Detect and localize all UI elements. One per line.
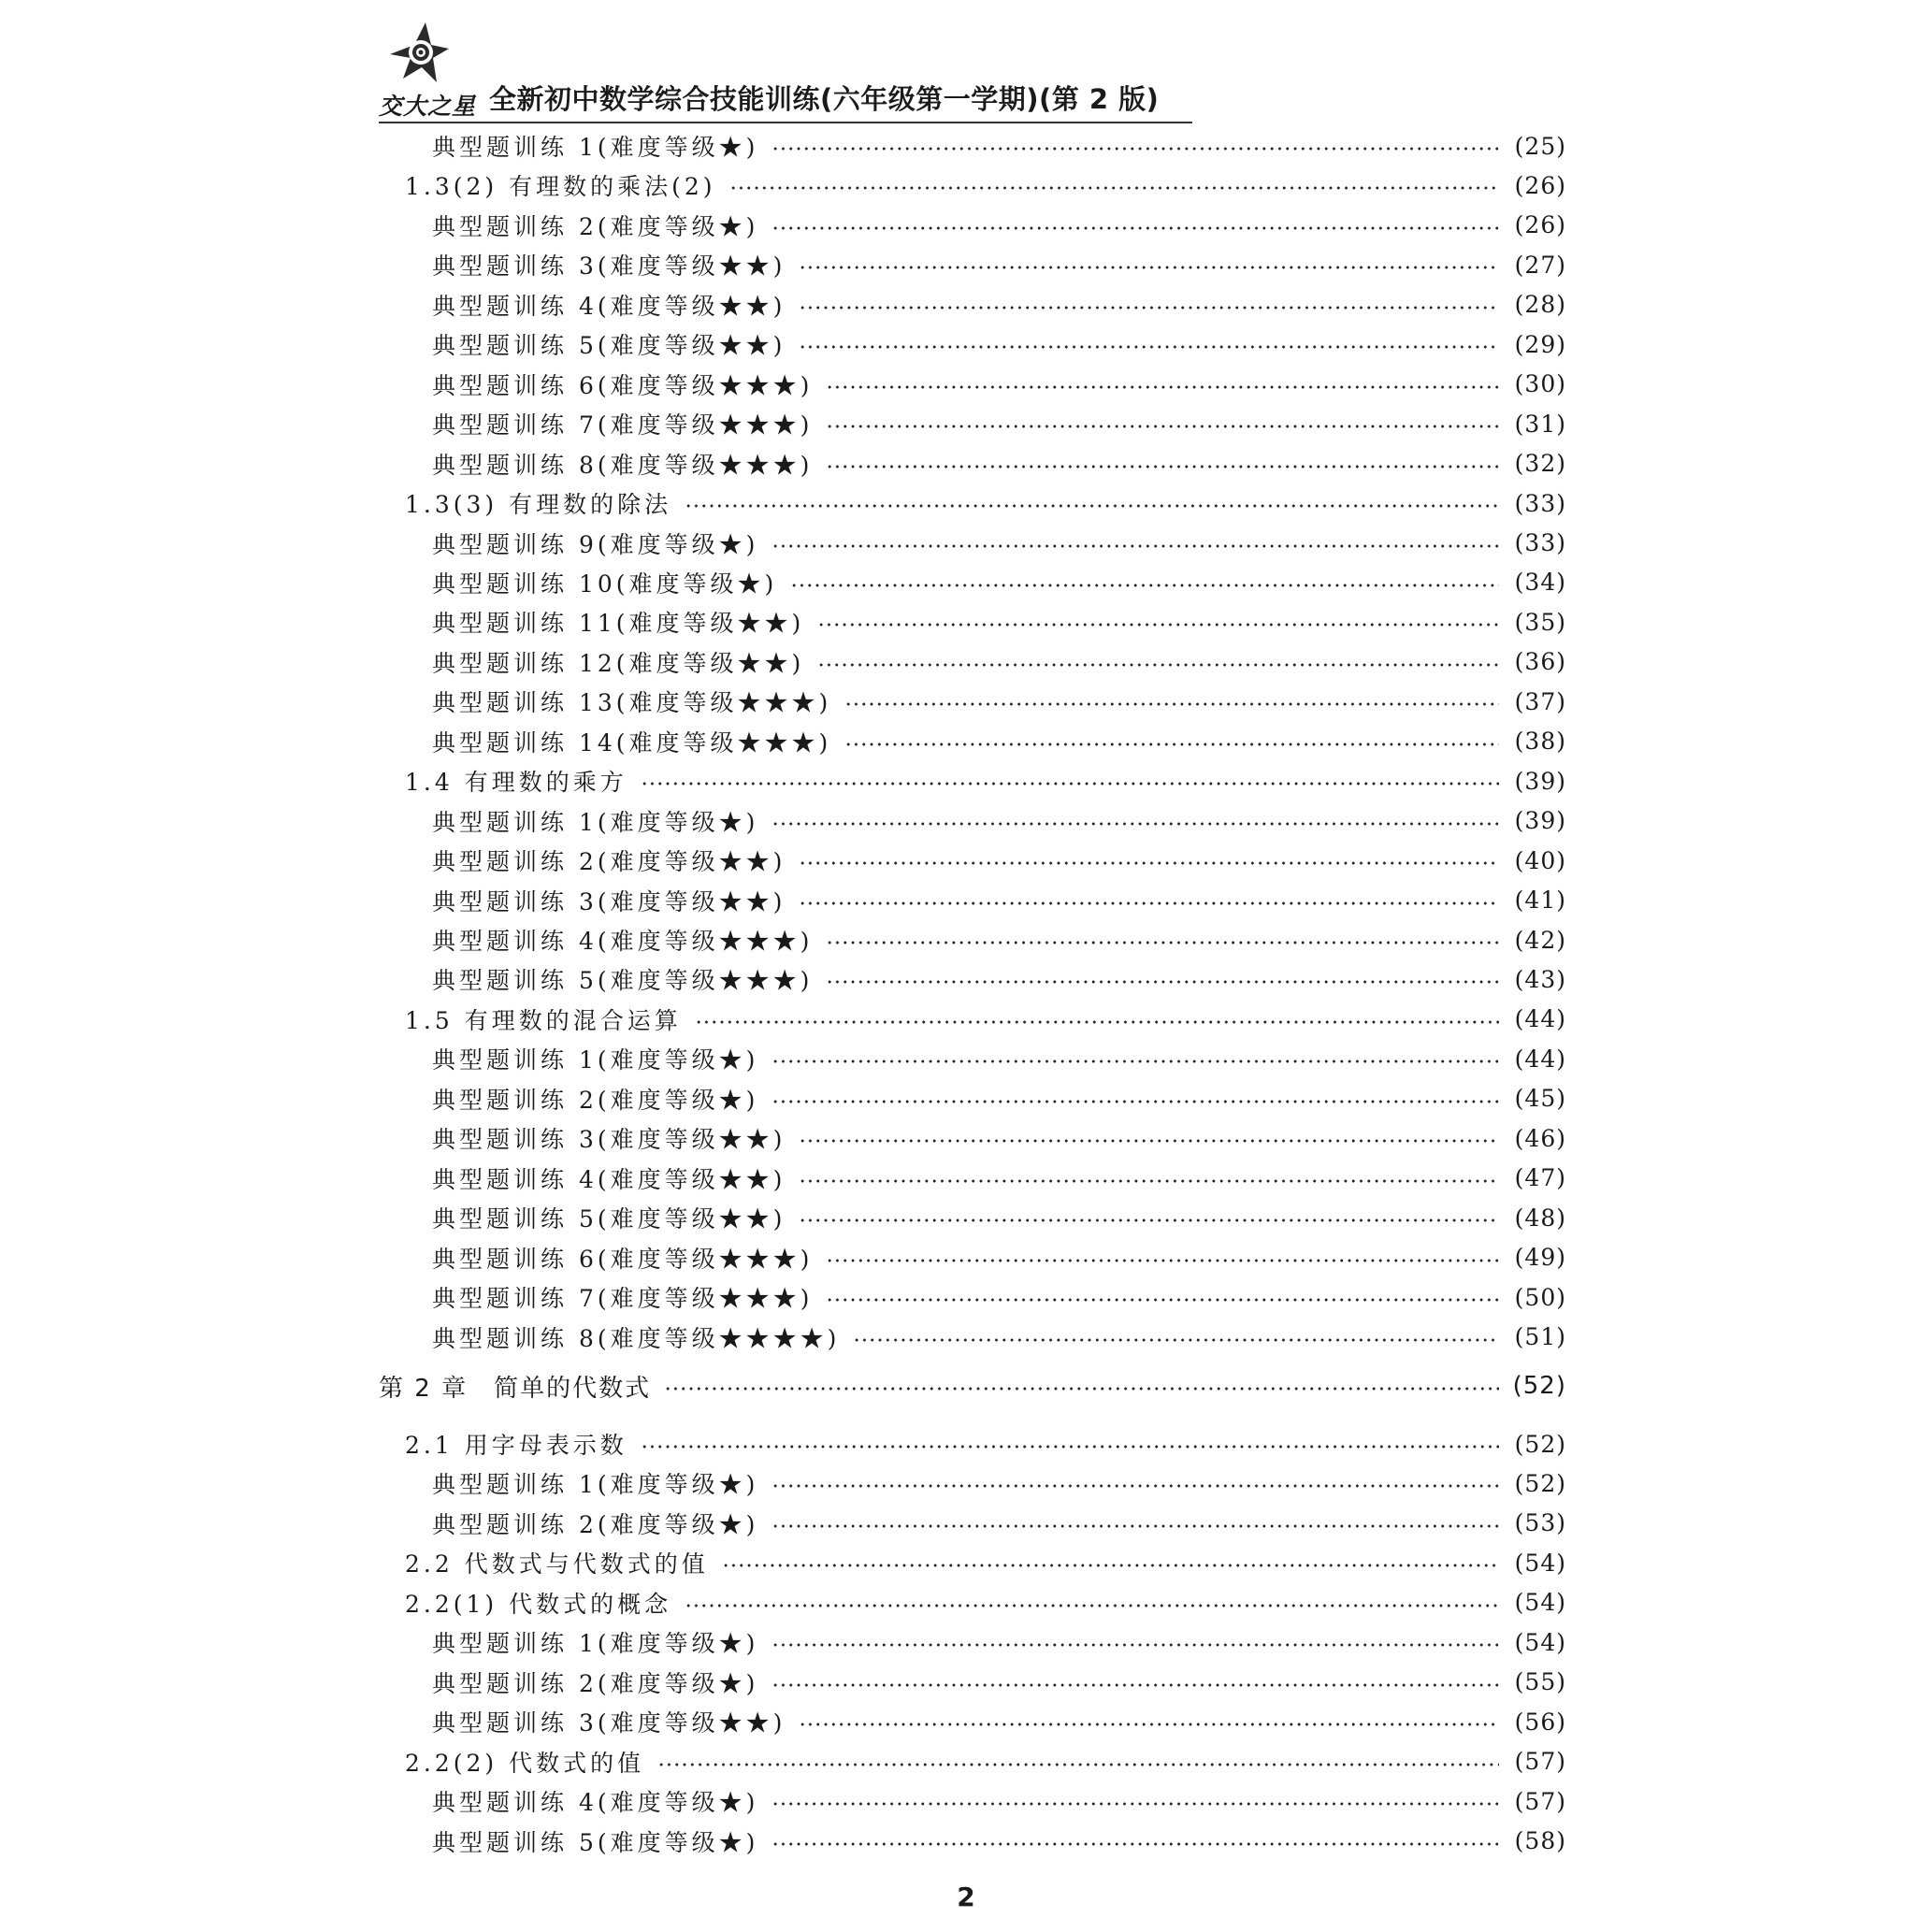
toc-entry-title: 典型题训练 7(难度等级★★★) <box>432 1285 814 1313</box>
toc-entry-page: (28) <box>1514 291 1566 319</box>
toc-entry-title: 典型题训练 5(难度等级★★★) <box>432 967 814 995</box>
toc-entry-page: (38) <box>1514 728 1566 756</box>
toc-exercise-entry <box>432 960 1566 998</box>
toc-entry-page: (30) <box>1514 370 1566 398</box>
toc-entry-title: 典型题训练 3(难度等级★★) <box>432 252 786 281</box>
toc-entry-page: (48) <box>1514 1204 1566 1232</box>
toc-entry-page: (43) <box>1514 965 1566 993</box>
toc-entry-title: 典型题训练 2(难度等级★) <box>432 1669 759 1697</box>
toc-entry-title: 1.3(2) 有理数的乘法(2) <box>405 173 716 201</box>
toc-entry-title: 典型题训练 1(难度等级★) <box>432 134 759 161</box>
toc-exercise-entry <box>432 405 1566 442</box>
toc-entry-title: 典型题训练 10(难度等级★) <box>432 570 778 598</box>
toc-dot-leader <box>817 623 1499 627</box>
toc-entry-page: (34) <box>1514 569 1566 597</box>
toc-dot-leader <box>771 1484 1499 1488</box>
toc-exercise-entry <box>432 1119 1566 1157</box>
toc-dot-leader <box>826 980 1499 984</box>
toc-entry-title: 典型题训练 14(难度等级★★★) <box>432 728 832 757</box>
toc-section-entry <box>405 1001 1566 1038</box>
toc-entry-title: 典型题训练 5(难度等级★★) <box>432 332 786 360</box>
toc-exercise-entry <box>432 1664 1566 1701</box>
toc-entry-page: (44) <box>1514 1045 1566 1073</box>
toc-entry-page: (46) <box>1514 1124 1566 1152</box>
toc-exercise-entry <box>432 366 1566 403</box>
toc-entry-page: (26) <box>1514 171 1566 199</box>
toc-section-entry <box>405 1743 1566 1781</box>
toc-entry-page: (57) <box>1514 1748 1566 1776</box>
toc-entry-title: 典型题训练 4(难度等级★) <box>432 1789 759 1817</box>
toc-dot-leader <box>844 743 1499 746</box>
toc-entry-title: 典型题训练 4(难度等级★★★) <box>432 928 814 955</box>
toc-exercise-entry <box>432 842 1566 879</box>
toc-dot-leader <box>799 1179 1499 1183</box>
toc-entry-title: 2.2(2) 代数式的值 <box>405 1749 645 1777</box>
toc-exercise-entry <box>432 564 1566 601</box>
toc-dot-leader <box>771 1524 1499 1528</box>
toc-entry-page: (36) <box>1514 648 1566 676</box>
toc-entry-page: (40) <box>1514 846 1566 874</box>
toc-entry-title: 典型题训练 11(难度等级★★) <box>432 610 805 638</box>
publisher-logo <box>379 21 477 120</box>
toc-entry-title: 典型题训练 1(难度等级★) <box>432 1046 759 1074</box>
toc-dot-leader <box>790 584 1499 587</box>
toc-entry-page: (31) <box>1514 410 1566 438</box>
toc-entry-title: 典型题训练 3(难度等级★★) <box>432 887 786 916</box>
toc-exercise-entry <box>432 603 1566 641</box>
toc-exercise-entry <box>432 1464 1566 1502</box>
toc-entry-title: 典型题训练 5(难度等级★★) <box>432 1205 786 1233</box>
toc-dot-leader <box>799 345 1499 349</box>
toc-entry-title: 2.2 代数式与代数式的值 <box>405 1550 709 1579</box>
toc-exercise-entry <box>432 1160 1566 1197</box>
toc-exercise-entry <box>432 1278 1566 1316</box>
toc-dot-leader <box>771 1683 1499 1687</box>
toc-entry-title: 典型题训练 7(难度等级★★★) <box>432 411 814 440</box>
toc-exercise-entry <box>432 1623 1566 1661</box>
toc-entry-title: 典型题训练 4(难度等级★★) <box>432 1165 786 1193</box>
toc-entry-title: 典型题训练 6(难度等级★★★) <box>432 371 814 399</box>
toc-dot-leader <box>695 1020 1499 1024</box>
toc-exercise-entry <box>432 445 1566 483</box>
toc-dot-leader <box>826 465 1499 469</box>
book-title: 全新初中数学综合技能训练(六年级第一学期)(第 2 版) <box>489 83 1160 115</box>
toc-dot-leader <box>664 1387 1499 1391</box>
toc-exercise-entry <box>432 1823 1566 1860</box>
toc-dot-leader <box>685 1604 1499 1608</box>
toc-entry-page: (39) <box>1514 807 1566 835</box>
toc-entry-title: 典型题训练 6(难度等级★★★) <box>432 1245 814 1273</box>
page-header <box>379 21 1192 125</box>
toc-dot-leader <box>771 1100 1499 1103</box>
toc-entry-title: 典型题训练 3(难度等级★★) <box>432 1709 786 1737</box>
toc-exercise-entry <box>432 1703 1566 1740</box>
toc-entry-page: (52) <box>1514 1430 1566 1458</box>
logo-text: 交大之星 <box>379 93 477 120</box>
toc-dot-leader <box>641 1445 1499 1449</box>
toc-entry-title: 2.2(1) 代数式的概念 <box>405 1590 672 1618</box>
toc-entry-page: (27) <box>1514 251 1566 279</box>
toc-entry-page: (42) <box>1514 926 1566 954</box>
toc-entry-title: 典型题训练 3(难度等级★★) <box>432 1126 786 1154</box>
toc-dot-leader <box>799 266 1499 269</box>
toc-dot-leader <box>771 1842 1499 1846</box>
toc-dot-leader <box>826 425 1499 428</box>
toc-entry-page: (57) <box>1514 1787 1566 1815</box>
toc-exercise-entry <box>432 207 1566 244</box>
toc-section-entry <box>405 1544 1566 1581</box>
toc-section-entry <box>405 484 1566 522</box>
toc-entry-page: (33) <box>1514 529 1566 556</box>
toc-entry-page: (54) <box>1514 1549 1566 1577</box>
toc-entry-title: 典型题训练 5(难度等级★) <box>432 1828 759 1856</box>
toc-entry-title: 典型题训练 9(难度等级★) <box>432 530 759 558</box>
toc-entry-page: (41) <box>1514 887 1566 915</box>
toc-exercise-entry <box>432 1040 1566 1077</box>
toc-exercise-entry <box>432 246 1566 283</box>
toc-entry-page: (35) <box>1514 608 1566 636</box>
toc-exercise-entry <box>432 525 1566 562</box>
toc-entry-page: (54) <box>1514 1589 1566 1617</box>
toc-entry-page: (51) <box>1514 1323 1566 1350</box>
toc-section-entry <box>405 1425 1566 1463</box>
toc-entry-title: 典型题训练 1(难度等级★) <box>432 1471 759 1499</box>
star-logo-icon <box>386 21 450 88</box>
toc-exercise-entry <box>432 802 1566 840</box>
toc-entry-page: (49) <box>1514 1244 1566 1272</box>
toc-exercise-entry <box>432 882 1566 919</box>
header-divider <box>379 122 1192 123</box>
toc-dot-leader <box>826 385 1499 389</box>
toc-dot-leader <box>771 147 1499 151</box>
toc-entry-title: 典型题训练 12(难度等级★★) <box>432 649 805 677</box>
toc-entry-page: (55) <box>1514 1668 1566 1696</box>
toc-entry-page: (56) <box>1514 1708 1566 1736</box>
toc-entry-title: 典型题训练 1(难度等级★) <box>432 808 759 836</box>
toc-entry-title: 典型题训练 2(难度等级★) <box>432 212 759 240</box>
toc-entry-title: 典型题训练 8(难度等级★★★) <box>432 451 814 479</box>
toc-entry-page: (25) <box>1514 132 1566 160</box>
toc-dot-leader <box>844 702 1499 706</box>
toc-entry-title: 典型题训练 2(难度等级★) <box>432 1086 759 1114</box>
toc-entry-page: (37) <box>1514 687 1566 715</box>
toc-dot-leader <box>722 1564 1499 1567</box>
toc-entry-title: 典型题训练 2(难度等级★★) <box>432 848 786 876</box>
toc-section-entry <box>405 1584 1566 1622</box>
toc-exercise-entry <box>432 1199 1566 1236</box>
toc-dot-leader <box>817 663 1499 667</box>
toc-dot-leader <box>657 1763 1499 1766</box>
toc-dot-leader <box>799 901 1499 905</box>
toc-dot-leader <box>799 1218 1499 1222</box>
toc-exercise-entry <box>432 325 1566 363</box>
toc-entry-page: (47) <box>1514 1164 1566 1192</box>
toc-exercise-entry <box>432 286 1566 324</box>
toc-exercise-entry <box>432 1239 1566 1276</box>
toc-exercise-entry <box>432 1080 1566 1117</box>
toc-dot-leader <box>771 1802 1499 1806</box>
toc-entry-title: 1.5 有理数的混合运算 <box>405 1006 682 1034</box>
toc-entry-page: (26) <box>1514 211 1566 239</box>
toc-entry-title: 第 2 章 简单的代数式 <box>379 1374 652 1403</box>
toc-entry-title: 1.4 有理数的乘方 <box>405 769 627 797</box>
toc-entry-page: (58) <box>1514 1827 1566 1854</box>
toc-chapter-entry <box>379 1367 1566 1405</box>
toc-dot-leader <box>826 1298 1499 1302</box>
toc-entry-title: 1.3(3) 有理数的除法 <box>405 491 672 519</box>
toc-dot-leader <box>771 544 1499 548</box>
toc-entry-title: 典型题训练 4(难度等级★★) <box>432 292 786 320</box>
toc-dot-leader <box>641 782 1499 786</box>
toc-entry-page: (52) <box>1512 1372 1566 1400</box>
toc-entry-page: (45) <box>1514 1085 1566 1113</box>
toc-dot-leader <box>771 226 1499 230</box>
toc-entry-page: (54) <box>1514 1628 1566 1656</box>
page-number: 2 <box>957 1882 975 1912</box>
toc-section-entry <box>405 166 1566 204</box>
toc-dot-leader <box>771 822 1499 826</box>
toc-dot-leader <box>826 941 1499 944</box>
toc-exercise-entry <box>432 921 1566 959</box>
toc-entry-title: 典型题训练 2(难度等级★) <box>432 1510 759 1538</box>
toc-entry-page: (53) <box>1514 1509 1566 1537</box>
toc-exercise-entry <box>432 683 1566 720</box>
toc-entry-page: (33) <box>1514 489 1566 517</box>
toc-dot-leader <box>685 504 1499 508</box>
toc-entry-page: (29) <box>1514 330 1566 358</box>
toc-entry-page: (32) <box>1514 450 1566 478</box>
toc-exercise-entry <box>432 723 1566 760</box>
toc-exercise-entry <box>432 127 1566 165</box>
toc-entry-page: (50) <box>1514 1283 1566 1311</box>
toc-dot-leader <box>799 306 1499 310</box>
toc-entry-page: (44) <box>1514 1005 1566 1033</box>
toc-exercise-entry <box>432 1319 1566 1356</box>
toc-entry-page: (52) <box>1514 1469 1566 1497</box>
toc-dot-leader <box>771 1060 1499 1063</box>
toc-entry-title: 典型题训练 8(难度等级★★★★) <box>432 1324 841 1352</box>
toc-entry-page: (39) <box>1514 767 1566 795</box>
toc-exercise-entry <box>432 643 1566 681</box>
toc-exercise-entry <box>432 1505 1566 1542</box>
toc-dot-leader <box>826 1259 1499 1262</box>
toc-dot-leader <box>729 186 1499 190</box>
toc-dot-leader <box>853 1338 1499 1342</box>
toc-entry-title: 典型题训练 1(难度等级★) <box>432 1630 759 1658</box>
toc-entry-title: 典型题训练 13(难度等级★★★) <box>432 689 832 717</box>
toc-section-entry <box>405 762 1566 800</box>
toc-exercise-entry <box>432 1782 1566 1820</box>
toc-dot-leader <box>799 861 1499 865</box>
toc-dot-leader <box>799 1139 1499 1143</box>
toc-dot-leader <box>771 1643 1499 1647</box>
toc-entry-title: 2.1 用字母表示数 <box>405 1432 627 1459</box>
toc-dot-leader <box>799 1723 1499 1726</box>
